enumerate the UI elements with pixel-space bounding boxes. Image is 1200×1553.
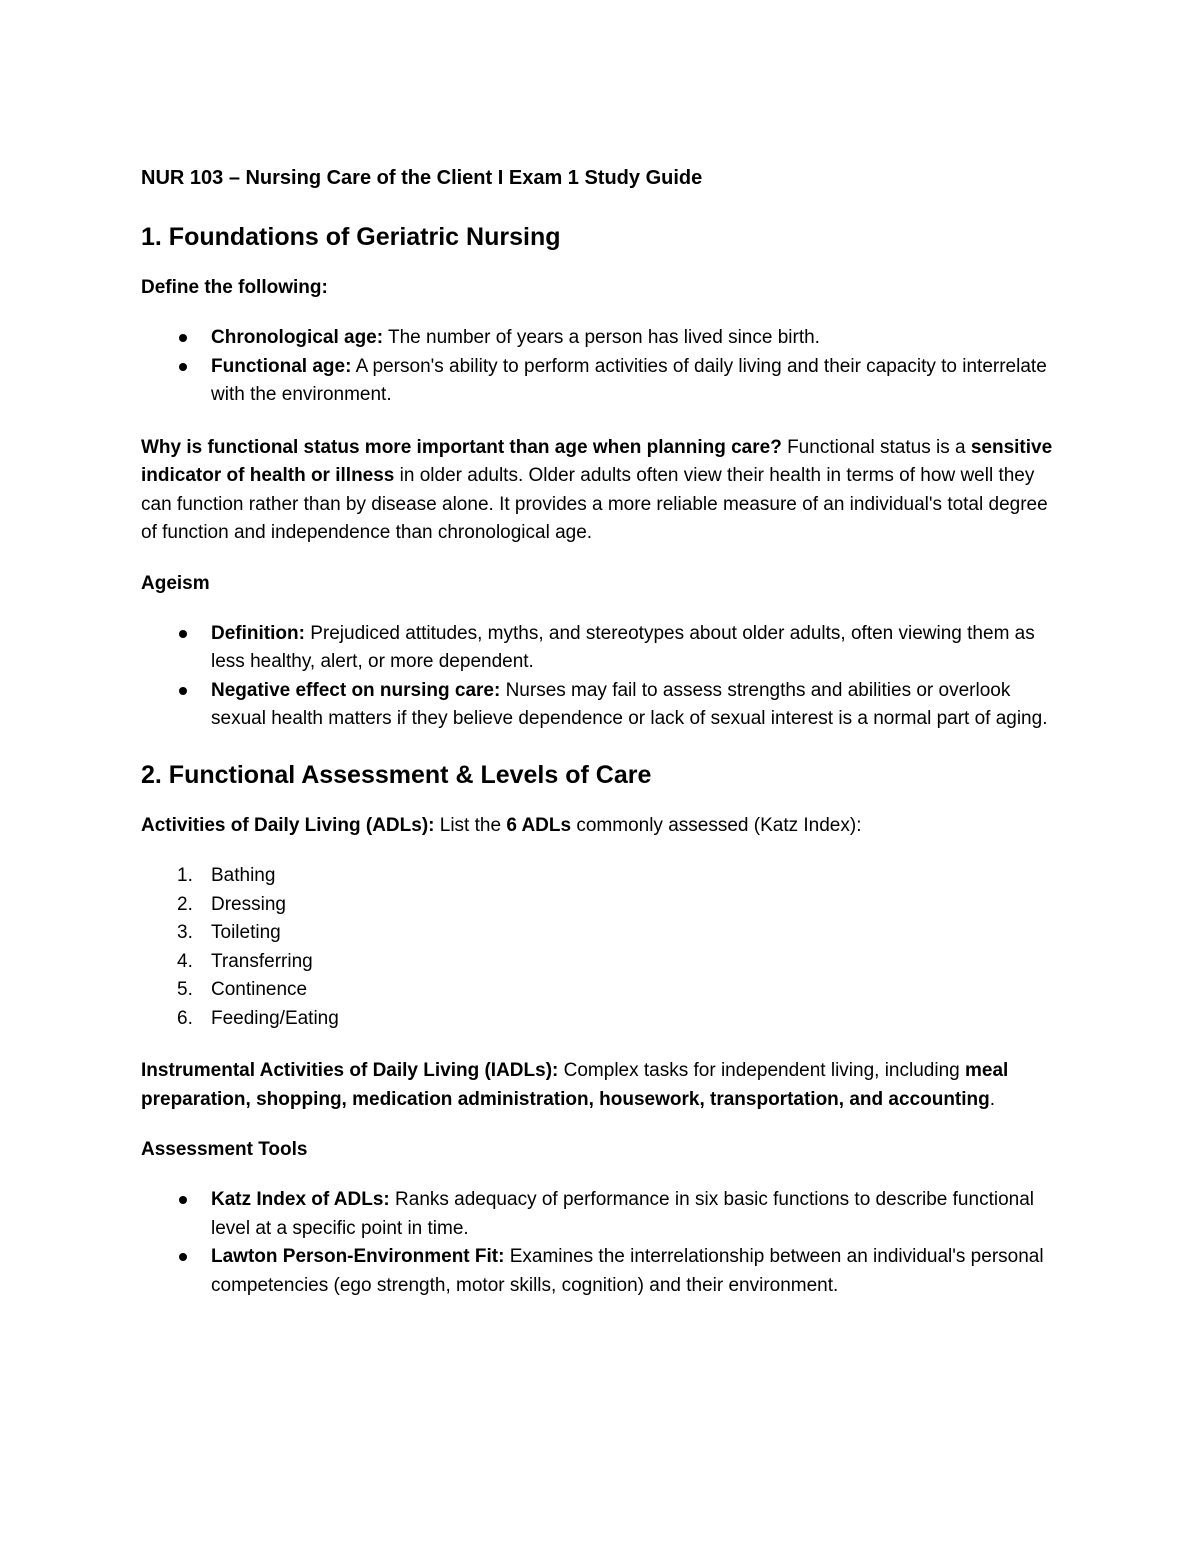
section-2-heading: 2. Functional Assessment & Levels of Care (141, 760, 652, 789)
item-number: 3. (177, 922, 193, 943)
term-text: Ranks adequacy of performance in six basic functions to describe functional level at a specific point in time. (211, 1189, 1034, 1239)
why-question: Why is functional status more important than age when planning care? (141, 436, 782, 458)
why-paragraph (141, 434, 1061, 548)
tools-heading: Assessment Tools (141, 1139, 308, 1160)
bullet-icon (179, 630, 187, 638)
definitions-list (141, 324, 1061, 410)
list-item (141, 1186, 1061, 1243)
term-text: The number of years a person has lived since birth. (383, 327, 820, 348)
ageism-heading: Ageism (141, 572, 210, 594)
item-number: 5. (177, 979, 193, 1000)
adl-bold: 6 ADLs (506, 814, 572, 836)
iadl-text-1: Complex tasks for independent living, including (558, 1060, 965, 1081)
bullet-icon (179, 334, 187, 342)
adl-text-2: commonly assessed (Katz Index): (571, 814, 862, 836)
term-text: A person's ability to perform activities of daily living and their capacity to interrelate with the environment. (211, 355, 1047, 405)
list-item (141, 324, 1061, 353)
list-item (141, 862, 1061, 891)
document-page (141, 164, 1061, 1324)
adl-paragraph (141, 812, 1061, 841)
item-text: Dressing (211, 893, 286, 915)
term-label: Functional age: (211, 355, 352, 377)
list-item (141, 891, 1061, 920)
term-label: Katz Index of ADLs: (211, 1189, 390, 1210)
term-text: Nurses may fail to assess strengths and abilities or overlook sexual health matters if they believe dependence or lack of sexual interest is a normal part of aging. (211, 679, 1048, 729)
iadl-bold: meal preparation, shopping, medication administration, housework, transportation, and accounting (141, 1060, 1009, 1110)
bullet-icon (179, 687, 187, 695)
term-label: Lawton Person-Environment Fit: (211, 1246, 505, 1267)
section-1-heading: 1. Foundations of Geriatric Nursing (141, 223, 561, 251)
list-item (141, 353, 1061, 410)
item-number: 1. (177, 865, 193, 886)
iadl-paragraph (141, 1057, 1061, 1114)
why-text-1: Functional status is a (781, 436, 971, 458)
term-text: Prejudiced attitudes, myths, and stereotypes about older adults, often viewing them as less healthy, alert, or more dependent. (211, 622, 1035, 672)
adl-text-1: List the (434, 814, 507, 836)
term-label: Chronological age: (211, 327, 384, 348)
item-text: Continence (211, 979, 308, 1000)
item-text: Transferring (211, 950, 313, 972)
list-item (141, 1243, 1061, 1300)
term-label: Definition: (211, 622, 305, 644)
list-item (141, 620, 1061, 677)
tools-list (141, 1186, 1061, 1300)
iadl-text-2: . (989, 1088, 996, 1110)
adl-list (141, 862, 1061, 1033)
ageism-list (141, 620, 1061, 734)
iadl-label: Instrumental Activities of Daily Living (IADLs): (141, 1060, 559, 1081)
define-label: Define the following: (141, 277, 328, 298)
item-text: Toileting (211, 922, 281, 943)
item-number: 6. (177, 1007, 193, 1029)
term-label: Negative effect on nursing care: (211, 679, 501, 701)
list-item (141, 919, 1061, 948)
document-title: NUR 103 – Nursing Care of the Client I Exam 1 Study Guide (141, 167, 703, 189)
bullet-icon (179, 363, 187, 371)
list-item (141, 1005, 1061, 1034)
item-number: 2. (177, 893, 193, 915)
why-text-2: in older adults. Older adults often view their health in terms of how well they can function rather than by disease alone. It provides a more reliable measure of an individual's total degree of function and independence than chronological age. (141, 465, 1048, 543)
adl-label: Activities of Daily Living (ADLs): (141, 814, 435, 836)
item-number: 4. (177, 950, 193, 972)
item-text: Feeding/Eating (211, 1007, 339, 1029)
term-text: Examines the interrelationship between an individual's personal competencies (ego strength, motor skills, cognition) and their environment. (211, 1246, 1044, 1296)
list-item (141, 948, 1061, 977)
item-text: Bathing (211, 865, 276, 886)
why-bold: sensitive indicator of health or illness (141, 436, 1053, 486)
list-item (141, 677, 1061, 734)
list-item (141, 976, 1061, 1005)
bullet-icon (179, 1196, 187, 1204)
bullet-icon (179, 1253, 187, 1261)
